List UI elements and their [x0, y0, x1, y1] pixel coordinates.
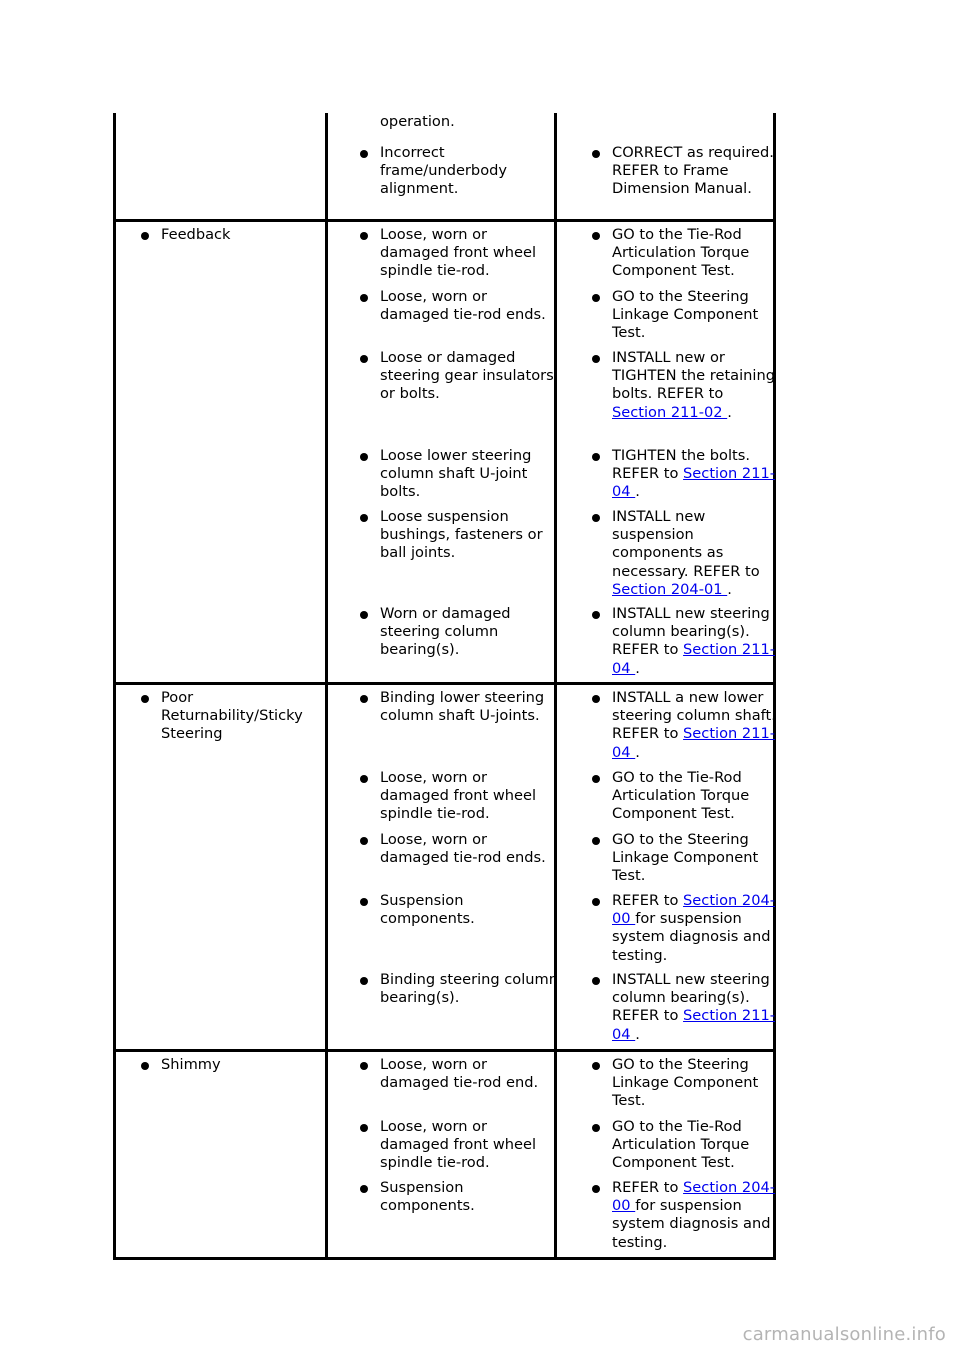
action-item-text: [612, 508, 777, 599]
action-text: .: [635, 1025, 640, 1043]
cause-item-text: Binding lower steering column shaft U-joints.: [380, 689, 545, 725]
action-item-text: [612, 831, 777, 886]
section-link[interactable]: Section 211-02: [612, 403, 728, 421]
section-link[interactable]: Section 211-04: [612, 1007, 776, 1043]
action-text: REFER to: [612, 892, 684, 909]
bullet-icon: [360, 977, 368, 985]
action-text: GO to the Steering Linkage Component Test.: [612, 831, 759, 885]
bullet-icon: [360, 294, 368, 302]
symptom-cell: [115, 113, 327, 221]
cause-cell: [327, 1051, 556, 1259]
action-item-text: [612, 892, 777, 965]
bullet-icon: [360, 1185, 368, 1193]
action-item-text: [612, 288, 777, 343]
action-text: INSTALL a new lower steering column shaft. REFER to: [612, 689, 776, 743]
section-link[interactable]: Section 211-04: [612, 465, 776, 501]
cause-item-text: Binding steering column bearing(s).: [380, 971, 558, 1007]
bullet-icon: [141, 1062, 149, 1070]
action-item-text: [612, 1056, 777, 1111]
action-item-text: [612, 144, 777, 199]
bullet-icon: [360, 1124, 368, 1132]
action-cell: [556, 1051, 775, 1259]
action-cell: [556, 113, 775, 221]
symptom-cell: [115, 684, 327, 1051]
bullet-icon: [141, 695, 149, 703]
cause-item-text: Loose lower steering column shaft U-joint bolts.: [380, 447, 532, 501]
symptom-chart-table: [113, 113, 776, 1260]
action-text: .: [727, 403, 732, 421]
action-text: INSTALL new steering column bearing(s). REFER to: [612, 605, 770, 659]
cause-item-text: Suspension components.: [380, 892, 475, 928]
bullet-icon: [592, 695, 600, 703]
action-text: .: [727, 580, 732, 598]
bullet-icon: [360, 453, 368, 461]
symptom-cell: [115, 1051, 327, 1259]
action-text: GO to the Steering Linkage Component Test.: [612, 288, 759, 342]
bullet-icon: [592, 898, 600, 906]
bullet-icon: [592, 294, 600, 302]
action-item-text: [612, 769, 777, 824]
bullet-icon: [360, 514, 368, 522]
action-text: GO to the Steering Linkage Component Test.: [612, 1056, 759, 1110]
cause-cell: [327, 221, 556, 684]
cause-item-text: Loose, worn or damaged front wheel spindle tie-rod.: [380, 769, 537, 823]
bullet-icon: [592, 355, 600, 363]
action-text: INSTALL new steering column bearing(s). REFER to: [612, 971, 770, 1025]
action-text: GO to the Tie-Rod Articulation Torque Component Test.: [612, 1118, 750, 1172]
bullet-icon: [592, 514, 600, 522]
section-link[interactable]: Section 211-04: [612, 641, 776, 677]
action-item-text: [612, 971, 777, 1044]
action-text: CORRECT as required. REFER to Frame Dimension Manual.: [612, 144, 774, 198]
action-text: REFER to: [612, 1179, 684, 1196]
cause-item-text: Worn or damaged steering column bearing(s).: [380, 605, 511, 659]
action-item-text: [612, 1179, 777, 1252]
bullet-icon: [592, 1124, 600, 1132]
action-cell: [556, 221, 775, 684]
cause-item-text: Loose or damaged steering gear insulators or bolts.: [380, 349, 554, 403]
bullet-icon: [141, 232, 149, 240]
bullet-icon: [360, 150, 368, 158]
cause-item-text: Loose suspension bushings, fasteners or ball joints.: [380, 508, 543, 562]
cause-item-text: Loose, worn or damaged tie-rod ends.: [380, 288, 546, 324]
bullet-icon: [592, 611, 600, 619]
symptom-item-text: Feedback: [161, 226, 231, 243]
bullet-icon: [592, 977, 600, 985]
action-text: .: [635, 659, 640, 677]
action-text: INSTALL new or TIGHTEN the retaining bolts. REFER to: [612, 349, 775, 403]
section-link[interactable]: Section 211-04: [612, 725, 776, 761]
cause-cell: [327, 113, 556, 221]
action-text: INSTALL new suspension components as necessary. REFER to: [612, 508, 760, 580]
action-item-text: [612, 1118, 777, 1173]
bullet-icon: [360, 695, 368, 703]
cause-item-text: Loose, worn or damaged tie-rod ends.: [380, 831, 546, 867]
symptom-item-text: Poor Returnability/Sticky Steering: [161, 689, 303, 743]
action-text: .: [635, 483, 640, 501]
section-link[interactable]: Section 204-00: [612, 1179, 776, 1215]
cause-item-text: Loose, worn or damaged tie-rod end.: [380, 1056, 539, 1092]
action-text: .: [635, 743, 640, 761]
action-cell: [556, 684, 775, 1051]
bullet-icon: [592, 150, 600, 158]
bullet-icon: [360, 355, 368, 363]
bullet-icon: [360, 898, 368, 906]
cause-item-text: Loose, worn or damaged front wheel spindle tie-rod.: [380, 1118, 537, 1172]
diagnosis-table-container: [113, 113, 776, 1260]
bullet-icon: [360, 837, 368, 845]
bullet-icon: [360, 1062, 368, 1070]
watermark-footer: carmanualsonline.info: [742, 1324, 946, 1345]
action-text: for suspension system diagnosis and testing.: [612, 910, 771, 964]
bullet-icon: [592, 837, 600, 845]
section-link[interactable]: Section 204-01: [612, 580, 728, 598]
action-text: TIGHTEN the bolts. REFER to: [612, 447, 750, 483]
bullet-icon: [592, 1062, 600, 1070]
section-link[interactable]: Section 204-00: [612, 892, 776, 928]
action-item-text: [612, 447, 777, 502]
symptom-cell: [115, 221, 327, 684]
bullet-icon: [592, 1185, 600, 1193]
action-text: GO to the Tie-Rod Articulation Torque Component Test.: [612, 769, 750, 823]
action-item-text: [612, 349, 777, 422]
bullet-icon: [592, 232, 600, 240]
bullet-icon: [592, 775, 600, 783]
table-row: [115, 684, 775, 1051]
action-item-text: [612, 689, 777, 762]
action-text: GO to the Tie-Rod Articulation Torque Component Test.: [612, 226, 750, 280]
action-item-text: [612, 226, 777, 281]
cause-item-text: Suspension components.: [380, 1179, 475, 1215]
cause-item-text: operation.: [380, 113, 455, 130]
cause-cell: [327, 684, 556, 1051]
bullet-icon: [360, 611, 368, 619]
action-item-text: [612, 605, 777, 678]
table-row: [115, 221, 775, 684]
table-row: [115, 1051, 775, 1259]
symptom-item-text: Shimmy: [161, 1056, 221, 1073]
bullet-icon: [360, 775, 368, 783]
bullet-icon: [360, 232, 368, 240]
action-text: for suspension system diagnosis and testing.: [612, 1197, 771, 1251]
table-row: [115, 113, 775, 221]
cause-item-text: Incorrect frame/underbody alignment.: [380, 144, 508, 198]
bullet-icon: [592, 453, 600, 461]
cause-item-text: Loose, worn or damaged front wheel spindle tie-rod.: [380, 226, 537, 280]
